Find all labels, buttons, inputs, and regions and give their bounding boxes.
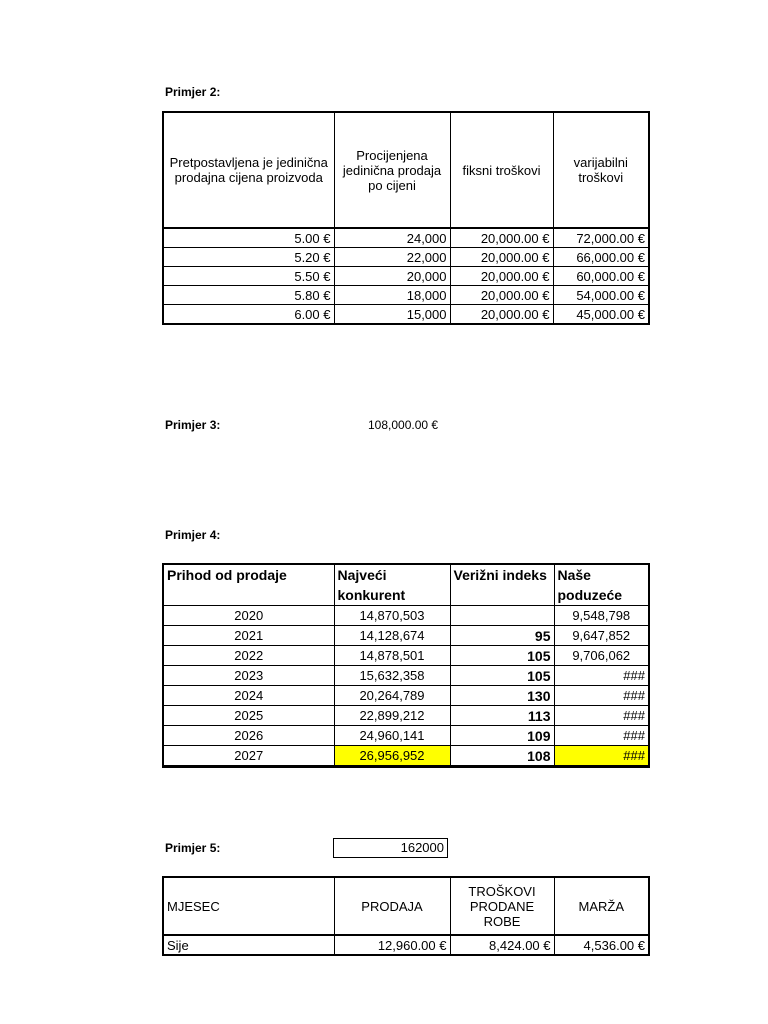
year-cell[interactable]: 2027 bbox=[163, 746, 334, 767]
table-cell[interactable]: 60,000.00 € bbox=[553, 267, 649, 286]
competitor-cell[interactable]: 24,960,141 bbox=[334, 726, 450, 746]
table-cell[interactable]: 20,000.00 € bbox=[450, 286, 553, 305]
competitor-cell-highlighted[interactable]: 26,956,952 bbox=[334, 746, 450, 767]
header-cell: varijabilni troškovi bbox=[553, 112, 649, 228]
year-cell[interactable]: 2022 bbox=[163, 646, 334, 666]
index-cell[interactable]: 105 bbox=[450, 666, 554, 686]
table-cell[interactable]: 66,000.00 € bbox=[553, 248, 649, 267]
header-cell: Najveći konkurent bbox=[334, 564, 450, 606]
table-header-row bbox=[163, 112, 649, 228]
company-cell[interactable]: 9,548,798 bbox=[554, 606, 649, 626]
primjer5-value-box[interactable]: 162000 bbox=[333, 838, 448, 858]
table-row bbox=[163, 267, 649, 286]
index-cell[interactable] bbox=[450, 606, 554, 626]
table-cell[interactable]: 20,000.00 € bbox=[450, 267, 553, 286]
cost-cell[interactable]: 8,424.00 € bbox=[450, 935, 554, 955]
table-header-row bbox=[163, 564, 649, 606]
table-cell[interactable]: 24,000 bbox=[334, 228, 450, 248]
table-row bbox=[163, 286, 649, 305]
table-row bbox=[163, 248, 649, 267]
table-cell[interactable]: 18,000 bbox=[334, 286, 450, 305]
competitor-cell[interactable]: 22,899,212 bbox=[334, 706, 450, 726]
sales-cell[interactable]: 12,960.00 € bbox=[334, 935, 450, 955]
year-cell[interactable]: 2023 bbox=[163, 666, 334, 686]
table-row bbox=[163, 305, 649, 325]
company-cell[interactable]: ### bbox=[554, 686, 649, 706]
year-cell[interactable]: 2025 bbox=[163, 706, 334, 726]
table-row bbox=[163, 686, 649, 706]
primjer2-table bbox=[162, 111, 650, 325]
table-row bbox=[163, 666, 649, 686]
year-cell[interactable]: 2020 bbox=[163, 606, 334, 626]
primjer5-label: Primjer 5: bbox=[165, 841, 221, 855]
header-cell: Pretpostavljena je jedinična prodajna cijena proizvoda bbox=[163, 112, 334, 228]
competitor-cell[interactable]: 14,870,503 bbox=[334, 606, 450, 626]
index-cell[interactable]: 108 bbox=[450, 746, 554, 767]
company-cell[interactable]: ### bbox=[554, 726, 649, 746]
primjer5-table bbox=[162, 876, 650, 956]
primjer4-table bbox=[162, 563, 650, 768]
table-cell[interactable]: 20,000.00 € bbox=[450, 305, 553, 325]
year-cell[interactable]: 2024 bbox=[163, 686, 334, 706]
table-cell[interactable]: 5.80 € bbox=[163, 286, 334, 305]
index-cell[interactable]: 95 bbox=[450, 626, 554, 646]
table-cell[interactable]: 20,000 bbox=[334, 267, 450, 286]
primjer3-value[interactable]: 108,000.00 € bbox=[368, 418, 439, 432]
table-cell[interactable]: 54,000.00 € bbox=[553, 286, 649, 305]
company-cell[interactable]: 9,706,062 bbox=[554, 646, 649, 666]
header-cell: Naše poduzeće bbox=[554, 564, 649, 606]
company-cell[interactable]: 9,647,852 bbox=[554, 626, 649, 646]
table-header-row bbox=[163, 877, 649, 935]
header-cell: Procijenjena jedinična prodaja po cijeni bbox=[334, 112, 450, 228]
header-cell: Prihod od prodaje bbox=[163, 564, 334, 606]
competitor-cell[interactable]: 14,878,501 bbox=[334, 646, 450, 666]
table-cell[interactable]: 22,000 bbox=[334, 248, 450, 267]
primjer3-label: Primjer 3: bbox=[165, 418, 221, 432]
year-cell[interactable]: 2021 bbox=[163, 626, 334, 646]
competitor-cell[interactable]: 20,264,789 bbox=[334, 686, 450, 706]
table-cell[interactable]: 72,000.00 € bbox=[553, 228, 649, 248]
competitor-cell[interactable]: 15,632,358 bbox=[334, 666, 450, 686]
header-cell: MARŽA bbox=[554, 877, 649, 935]
index-cell[interactable]: 109 bbox=[450, 726, 554, 746]
header-cell: fiksni troškovi bbox=[450, 112, 553, 228]
table-cell[interactable]: 20,000.00 € bbox=[450, 228, 553, 248]
primjer2-label: Primjer 2: bbox=[165, 85, 221, 99]
table-row bbox=[163, 746, 649, 767]
primjer4-label: Primjer 4: bbox=[165, 528, 221, 542]
table-cell[interactable]: 6.00 € bbox=[163, 305, 334, 325]
company-cell-highlighted[interactable]: ### bbox=[554, 746, 649, 767]
margin-cell[interactable]: 4,536.00 € bbox=[554, 935, 649, 955]
table-row bbox=[163, 726, 649, 746]
index-cell[interactable]: 113 bbox=[450, 706, 554, 726]
table-row bbox=[163, 626, 649, 646]
table-cell[interactable]: 5.50 € bbox=[163, 267, 334, 286]
header-cell: PRODAJA bbox=[334, 877, 450, 935]
competitor-cell[interactable]: 14,128,674 bbox=[334, 626, 450, 646]
table-row bbox=[163, 228, 649, 248]
table-row bbox=[163, 646, 649, 666]
company-cell[interactable]: ### bbox=[554, 706, 649, 726]
table-cell[interactable]: 45,000.00 € bbox=[553, 305, 649, 325]
table-cell[interactable]: 20,000.00 € bbox=[450, 248, 553, 267]
table-cell[interactable]: 15,000 bbox=[334, 305, 450, 325]
table-row bbox=[163, 606, 649, 626]
index-cell[interactable]: 105 bbox=[450, 646, 554, 666]
header-cell: MJESEC bbox=[163, 877, 334, 935]
index-cell[interactable]: 130 bbox=[450, 686, 554, 706]
company-cell[interactable]: ### bbox=[554, 666, 649, 686]
header-cell: TROŠKOVI PRODANE ROBE bbox=[450, 877, 554, 935]
year-cell[interactable]: 2026 bbox=[163, 726, 334, 746]
month-cell[interactable]: Sije bbox=[163, 935, 334, 955]
table-row bbox=[163, 706, 649, 726]
header-cell: Verižni indeks bbox=[450, 564, 554, 606]
table-row bbox=[163, 935, 649, 955]
table-cell[interactable]: 5.00 € bbox=[163, 228, 334, 248]
table-cell[interactable]: 5.20 € bbox=[163, 248, 334, 267]
